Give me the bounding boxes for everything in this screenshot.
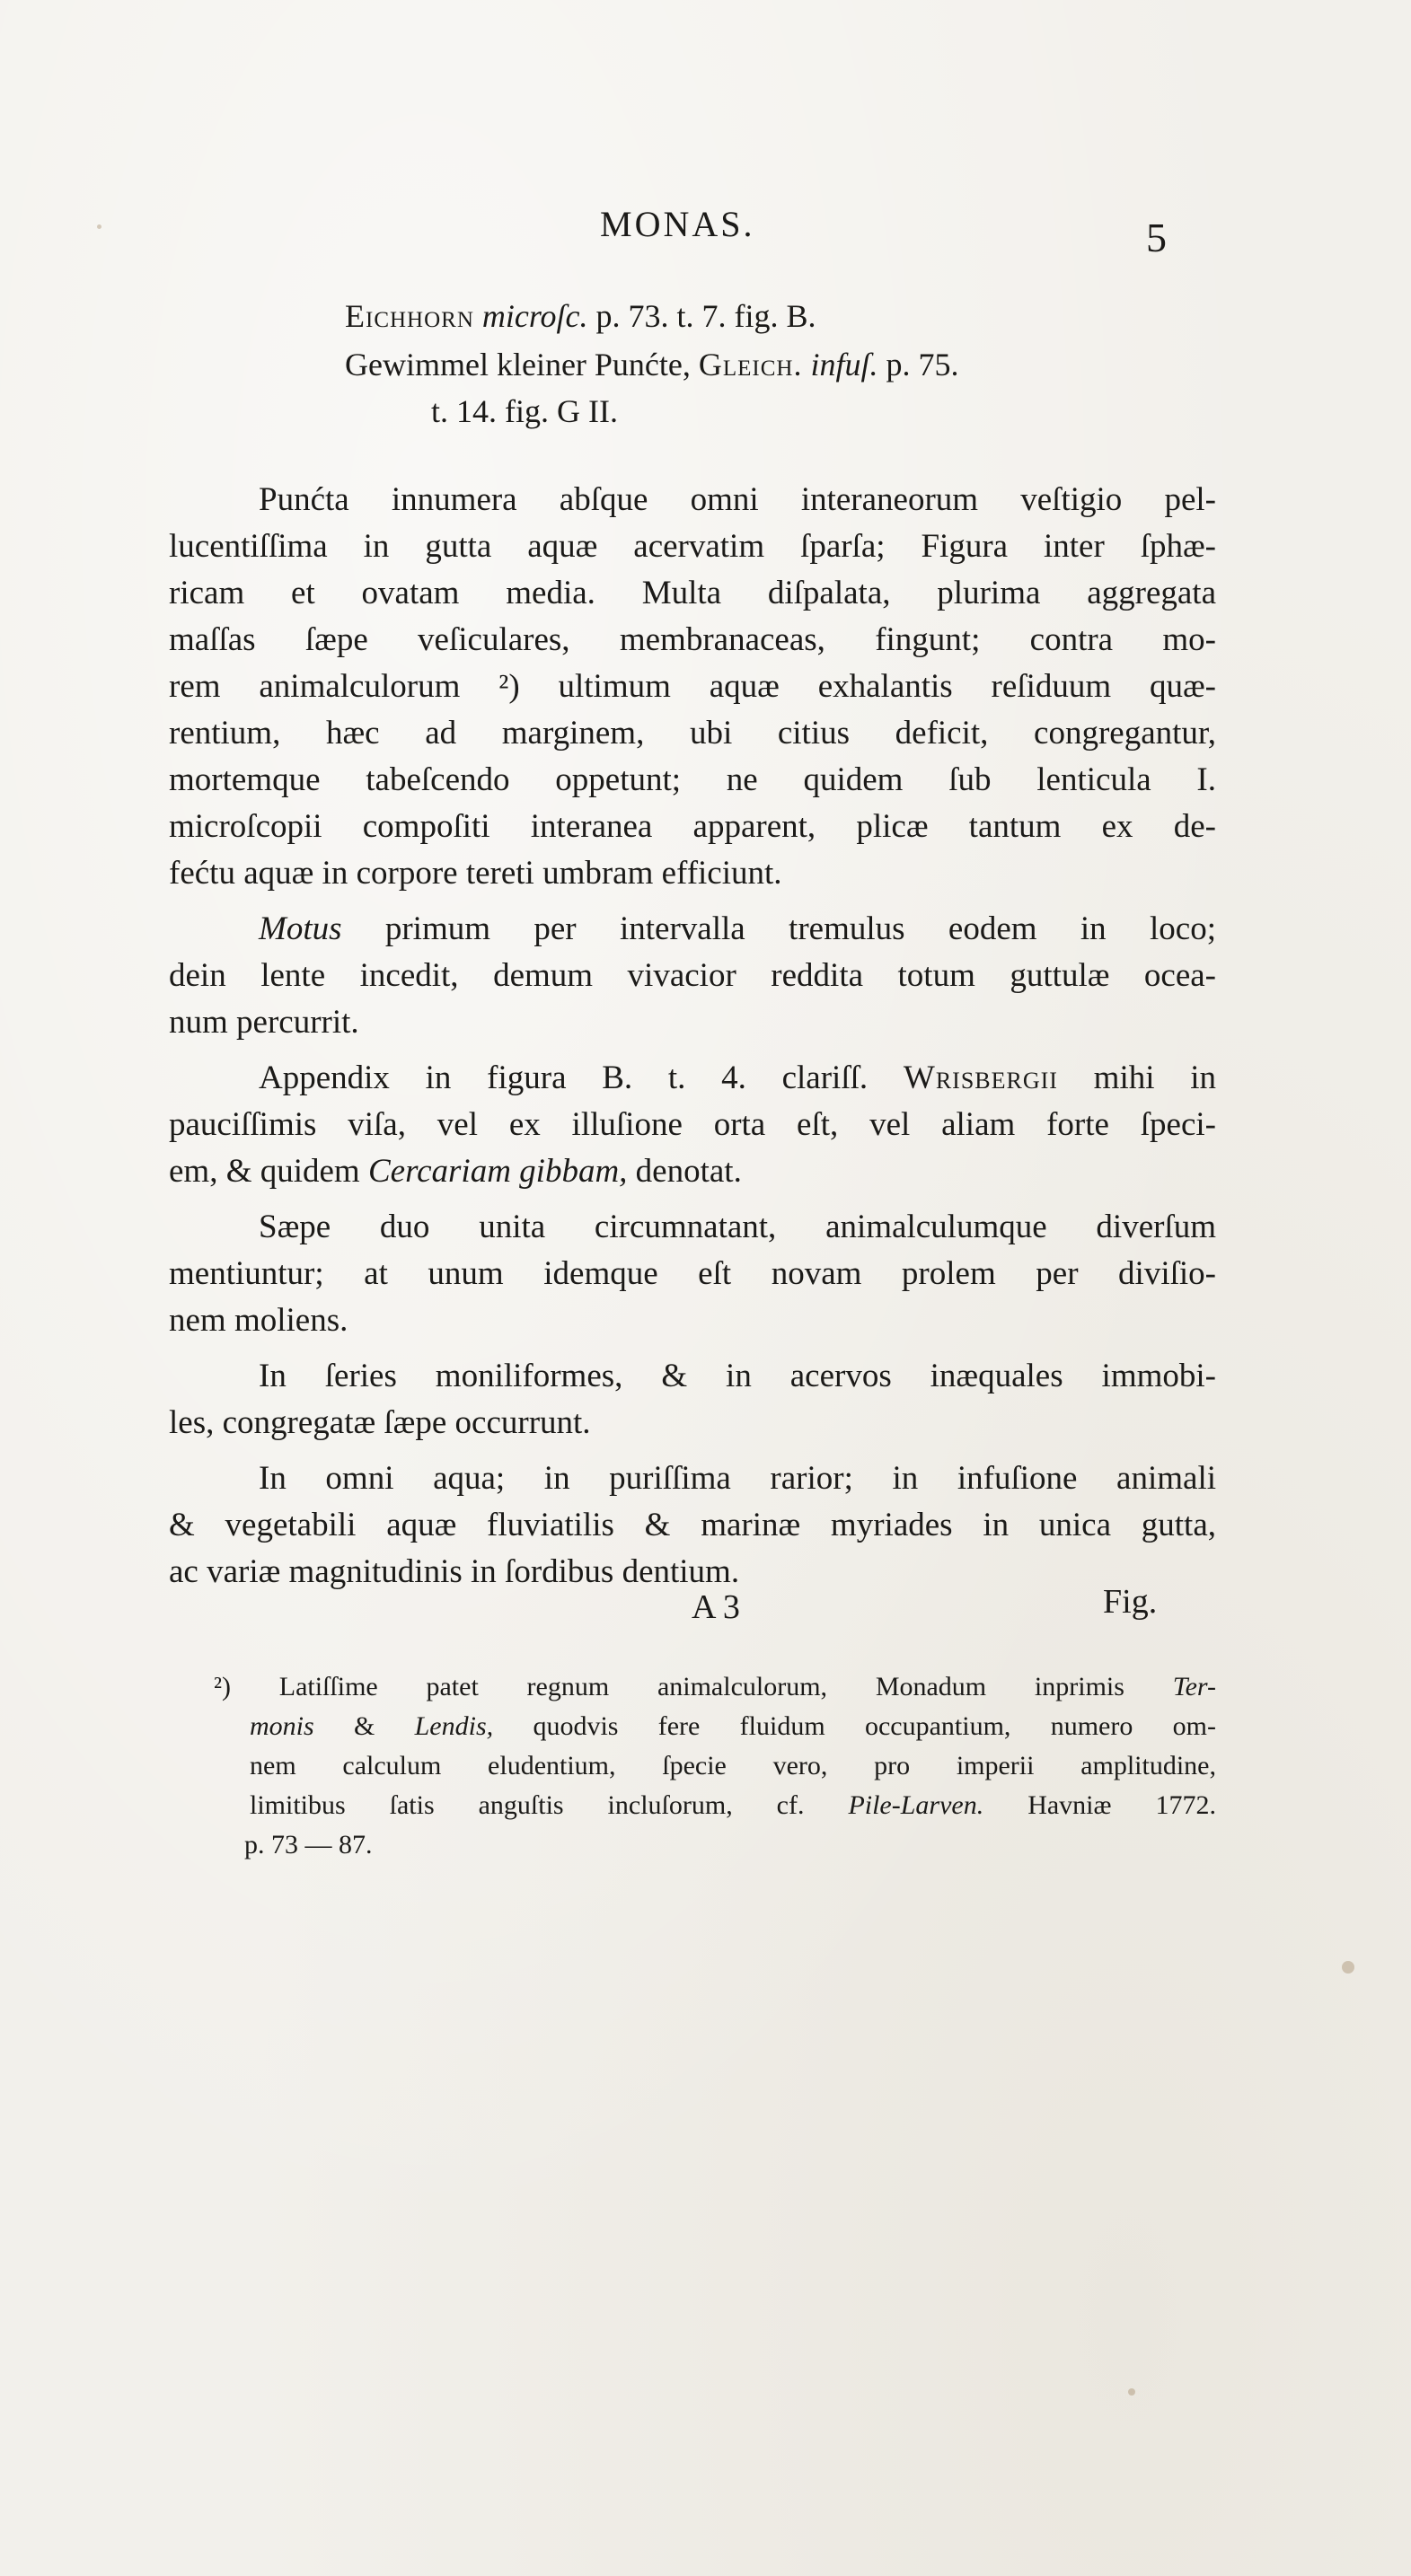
reference-location: p. 75. [886,347,959,382]
reference-line [345,300,816,332]
paper-stain [1128,2388,1135,2396]
footnote-italic: Pile-Larven. [848,1790,984,1820]
footnote-italic: Lendis, [414,1711,494,1741]
footnote-line [214,1674,1216,1701]
italic-term: Cercariam gibbam, [367,1153,628,1190]
body-text: mihi in [1057,1059,1217,1096]
body-line [259,912,1216,945]
body-line: maſſas ſæpe veſiculares, membranaceas, fingunt; contra mo- [169,621,1216,658]
body-text: Appendix in figura B. t. 4. clariſſ. [259,1059,869,1096]
footnote-text: & [313,1711,415,1741]
body-line: microſcopii compoſiti interanea apparent, plicæ tantum ex de- [169,808,1216,845]
footnote-line [250,1792,1216,1819]
paper-stain [97,224,101,229]
footnote-text: Havniæ 1772. [983,1790,1216,1820]
body-line: mortemque tabeſcendo oppetunt; ne quidem ſub lenticula I. [169,761,1216,798]
footnote-marker: ²) [214,1672,231,1701]
catchword: Fig. [1103,1583,1158,1621]
footnote-text: limitibus ſatis anguſtis incluſorum, cf. [250,1790,849,1820]
footnote-line: p. 73 — 87. [244,1830,373,1859]
author-name: Wrisbergii [903,1059,1058,1096]
footnote-text: Latiſſime patet regnum animalculorum, Monadum inprimis [278,1672,1173,1701]
reference-work: infuſ. [810,347,878,382]
body-line: les, congregatæ ſæpe occurrunt. [169,1404,591,1441]
body-text: em, & quidem [169,1153,368,1190]
body-text: denotat. [627,1153,742,1190]
body-line: In ſeries moniliformes, & in acervos inæquales immobi- [259,1358,1216,1394]
body-line: rem animalculorum ²) ultimum aquæ exhalantis reſiduum quæ- [169,668,1216,705]
body-text: primum per intervalla tremulus eodem in loco; [341,910,1216,947]
body-line: nem moliens. [169,1302,348,1339]
running-head: MONAS. [600,204,755,244]
italic-term: Motus [259,910,342,947]
body-line: & vegetabili aquæ fluviatilis & marinæ myriades in unica gutta, [169,1507,1216,1543]
body-line [169,1155,1216,1188]
body-line: mentiuntur; at unum idemque eſt novam prolem per diviſio- [169,1255,1216,1292]
body-line: dein lente incedit, demum vivacior reddita totum guttulæ ocea- [169,957,1216,994]
footnote-line [250,1713,1216,1740]
body-line [259,1061,1216,1095]
reference-author: Eichhorn [345,298,474,334]
body-line: In omni aqua; in puriſſima rarior; in infuſione animali [259,1460,1216,1497]
reference-author: Gleich. [698,347,803,382]
paper-stain [1342,1961,1354,1974]
body-line: pauciſſimis viſa, vel ex illuſione orta eſt, vel aliam forte ſpeci- [169,1106,1216,1143]
reference-location: p. 73. t. 7. fig. B. [595,298,816,334]
page-number: 5 [1146,215,1167,260]
reference-text: t. 14. fig. G II. [431,393,618,429]
footnote-italic: Ter- [1172,1672,1216,1701]
body-line: ac variæ magnitudinis in ſordibus dentium. [169,1553,740,1590]
reference-text: Gewimmel kleiner Punćte, [345,347,691,382]
body-line: rentium, hæc ad marginem, ubi citius deficit, congregantur, [169,715,1216,752]
body-line: fećtu aquæ in corpore tereti umbram efficiunt. [169,855,782,892]
body-line: Punćta innumera abſque omni interaneorum veſtigio pel- [259,481,1216,518]
footnote-line: nem calculum eludentium, ſpecie vero, pro imperii amplitudine, [250,1751,1216,1780]
body-line: ricam et ovatam media. Multa diſpalata, plurima aggregata [169,575,1216,611]
footnote-text: quodvis fere fluidum occupantium, numero om- [493,1711,1216,1741]
body-line: num percurrit. [169,1004,359,1041]
signature-mark: A 3 [692,1588,740,1626]
body-line: Sæpe duo unita circumnatant, animalculumque diverſum [259,1209,1216,1245]
reference-line [431,395,618,427]
footnote-italic: monis [250,1711,314,1741]
body-line: lucentiſſima in gutta aquæ acervatim ſparſa; Figura inter ſphæ- [169,528,1216,565]
reference-line [345,348,959,381]
reference-work: microſc. [481,298,588,334]
